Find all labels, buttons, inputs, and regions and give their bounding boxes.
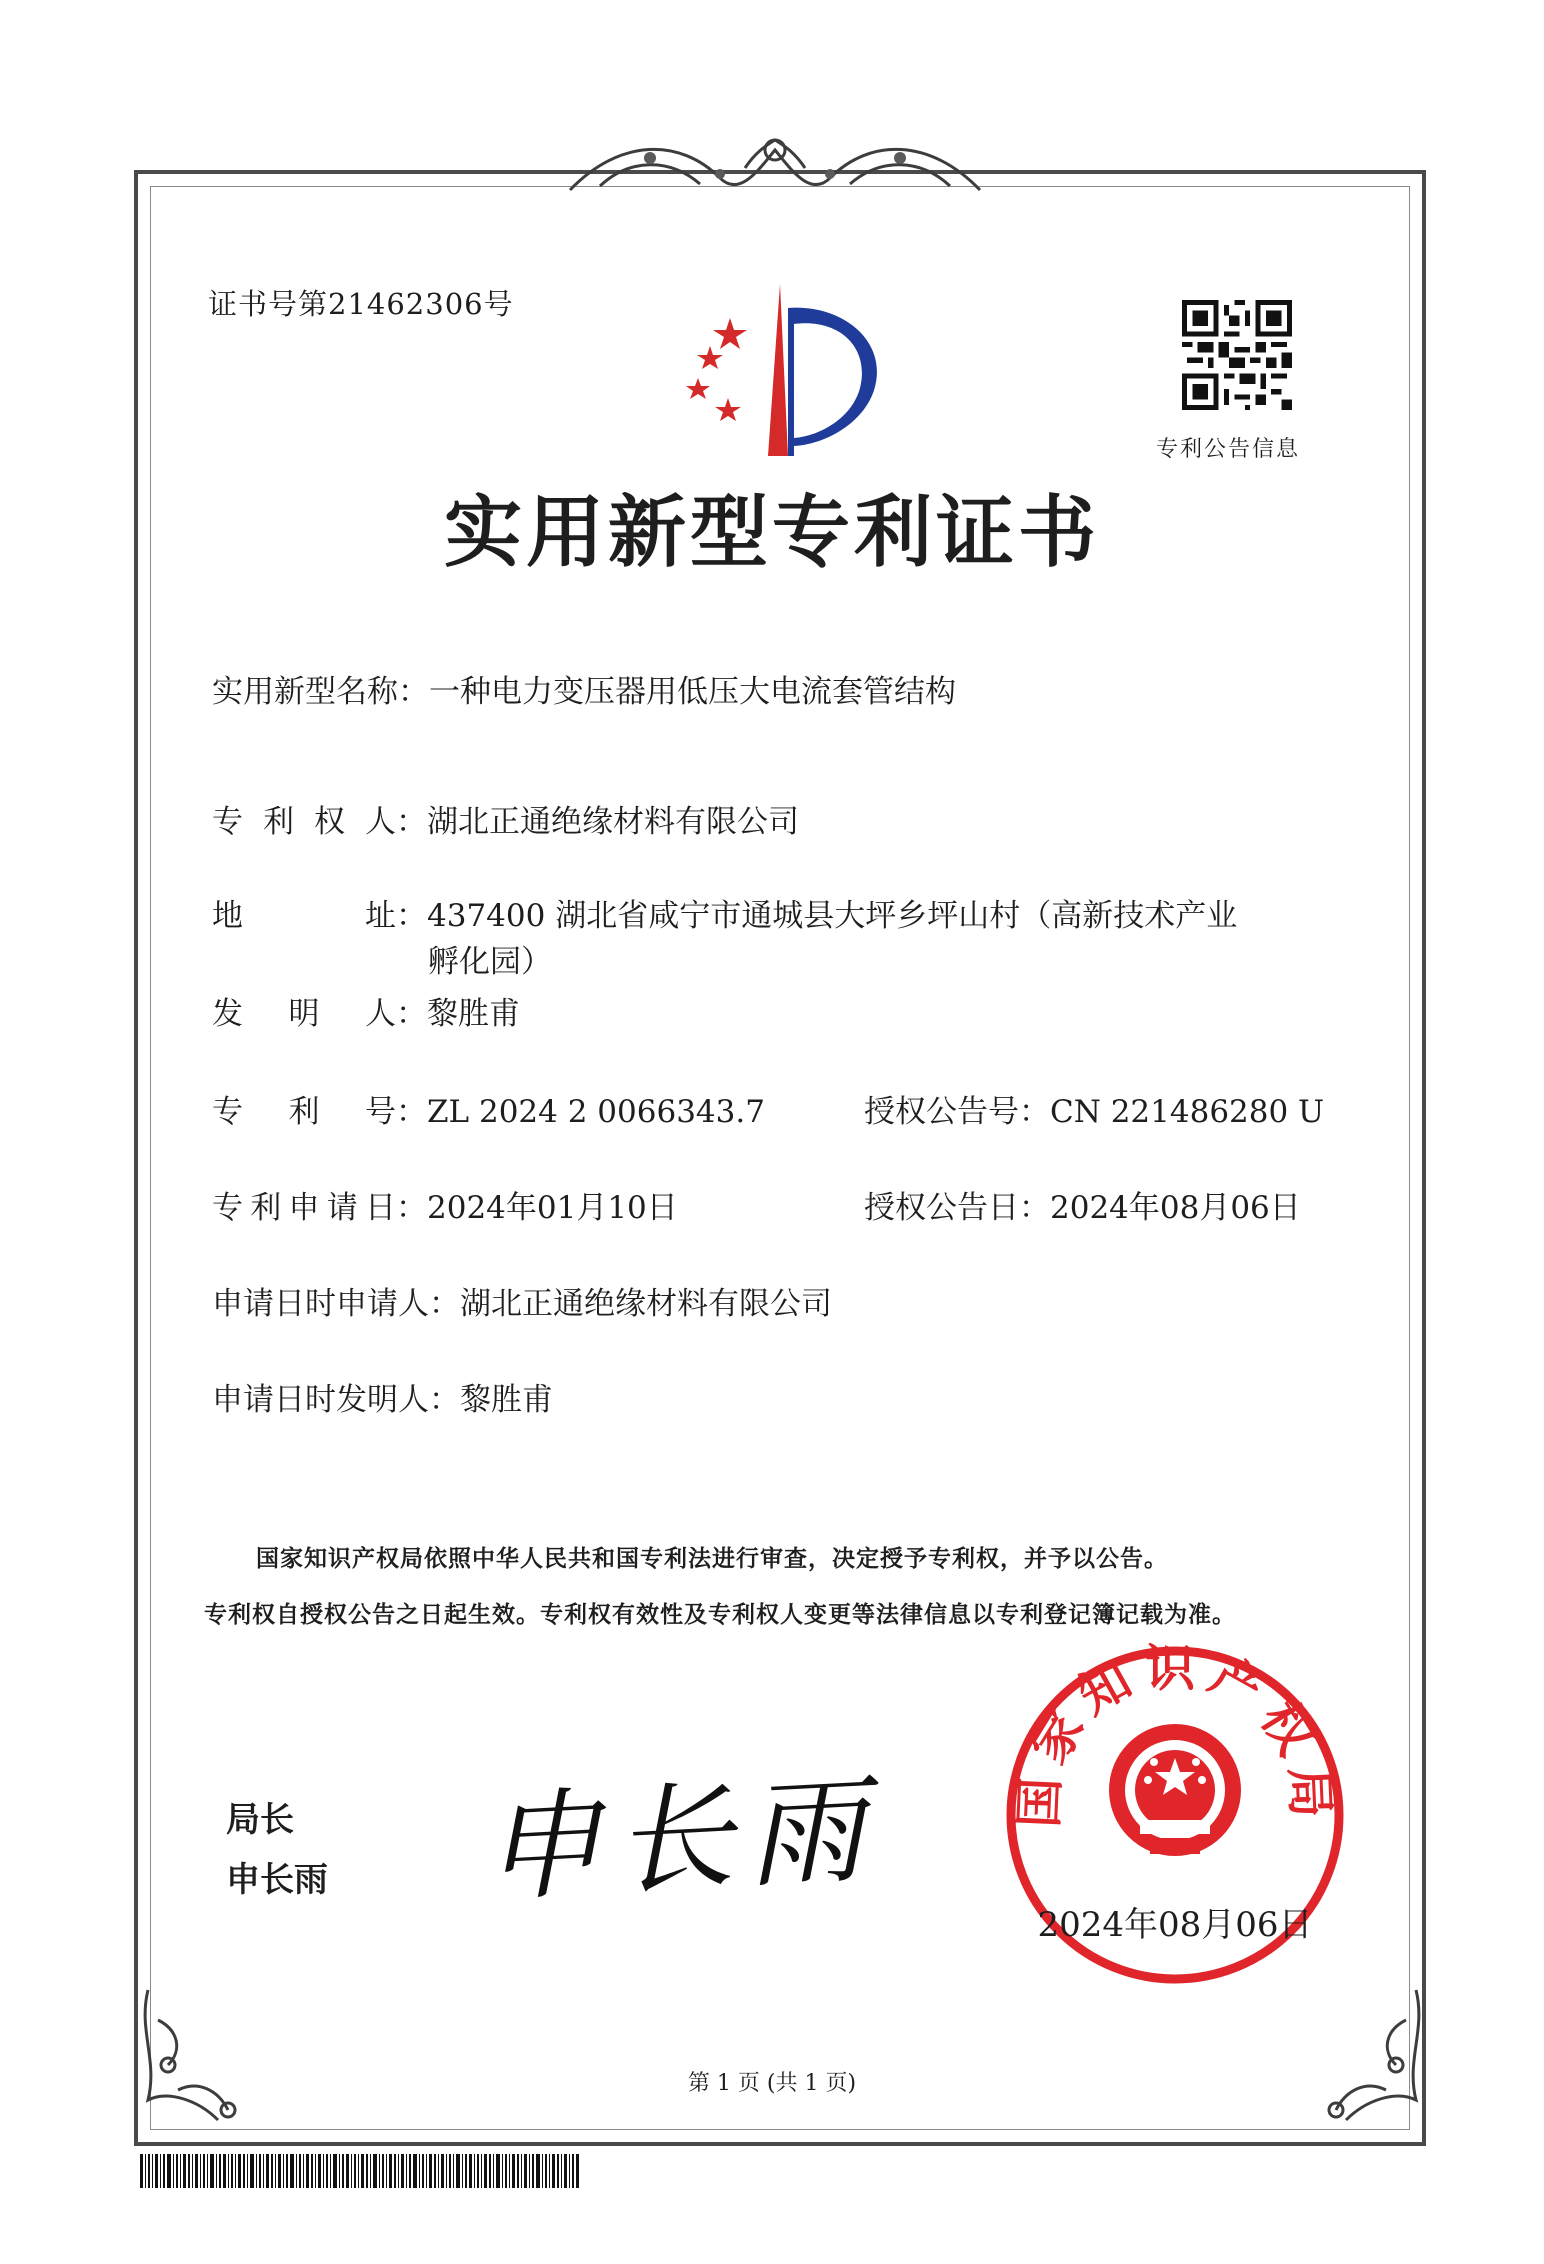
field-inventor — [212, 988, 520, 1033]
field-label: 地 址 — [212, 898, 396, 934]
field-patentee — [212, 796, 799, 841]
field-label: 申请日时申请人： — [212, 1286, 460, 1322]
field-grant-pub-date — [864, 1182, 1301, 1227]
notice-line-1: 国家知识产权局依照中华人民共和国专利法进行审查，决定授予专利权，并予以公告。 — [256, 1545, 1168, 1572]
field-value: ZL 2024 2 0066343.7 — [427, 1094, 765, 1130]
page-indicator: 第 1 页 (共 1 页) — [687, 2071, 857, 2096]
field-inventor-at-filing — [212, 1374, 553, 1419]
corner-ornament-icon — [1296, 1980, 1436, 2130]
field-label: 授权公告日 — [864, 1190, 1019, 1226]
qr-caption: 专利公告信息 — [1156, 437, 1301, 462]
field-colon: ： — [1019, 1094, 1050, 1130]
certificate-number: 证书号第21462306号 — [208, 287, 514, 321]
field-colon: ： — [396, 898, 427, 934]
field-address — [212, 890, 1237, 935]
handwritten-signature: 申长雨 — [479, 1759, 882, 1919]
field-value: 2024年08月06日 — [1050, 1190, 1301, 1226]
barcode — [140, 2154, 580, 2188]
field-colon: ： — [396, 1190, 427, 1226]
field-grant-pub-number — [864, 1086, 1324, 1131]
field-colon: ： — [396, 1094, 427, 1130]
field-label: 专 利 号 — [212, 1094, 396, 1130]
field-value: 黎胜甫 — [427, 996, 520, 1032]
field-label: 申请日时发明人： — [212, 1382, 460, 1418]
patent-office-logo — [670, 278, 900, 458]
field-label: 专 利 权 人 — [212, 804, 396, 840]
field-value: CN 221486280 U — [1050, 1094, 1325, 1130]
field-value: 湖北正通绝缘材料有限公司 — [427, 804, 799, 840]
top-ornament-icon — [560, 128, 990, 208]
field-value: 437400 湖北省咸宁市通城县大坪乡坪山村（高新技术产业 — [427, 898, 1238, 934]
qr-code[interactable] — [1182, 300, 1292, 410]
notice-line-2: 专利权自授权公告之日起生效。专利权有效性及专利权人变更等法律信息以专利登记簿记载为准。 — [204, 1601, 1236, 1628]
field-value: 一种电力变压器用低压大电流套管结构 — [429, 674, 956, 710]
director-title: 局长 — [226, 1800, 294, 1840]
field-address-line2: 孵化园） — [428, 944, 552, 980]
field-value: 湖北正通绝缘材料有限公司 — [460, 1286, 832, 1322]
field-value: 2024年01月10日 — [427, 1190, 678, 1226]
field-colon: ： — [1019, 1190, 1050, 1226]
official-seal — [1000, 1640, 1350, 1990]
field-label: 专利申请日 — [212, 1190, 396, 1226]
field-utility-model-name — [212, 666, 956, 711]
corner-ornament-icon — [128, 1980, 268, 2130]
field-filing-date — [212, 1182, 678, 1227]
field-colon: ： — [396, 996, 427, 1032]
field-colon: ： — [396, 804, 427, 840]
field-label: 发 明 人 — [212, 996, 396, 1032]
certificate-title: 实用新型专利证书 — [443, 488, 1100, 578]
director-name: 申长雨 — [226, 1860, 328, 1900]
field-label: 实用新型名称： — [212, 674, 429, 710]
seal-date: 2024年08月06日 — [1037, 1905, 1313, 1945]
seal-text: 国家知识产权局 — [1009, 1640, 1341, 1829]
field-label: 授权公告号 — [864, 1094, 1019, 1130]
field-value: 黎胜甫 — [460, 1382, 553, 1418]
field-patent-number — [212, 1086, 765, 1131]
field-applicant-at-filing — [212, 1278, 832, 1323]
